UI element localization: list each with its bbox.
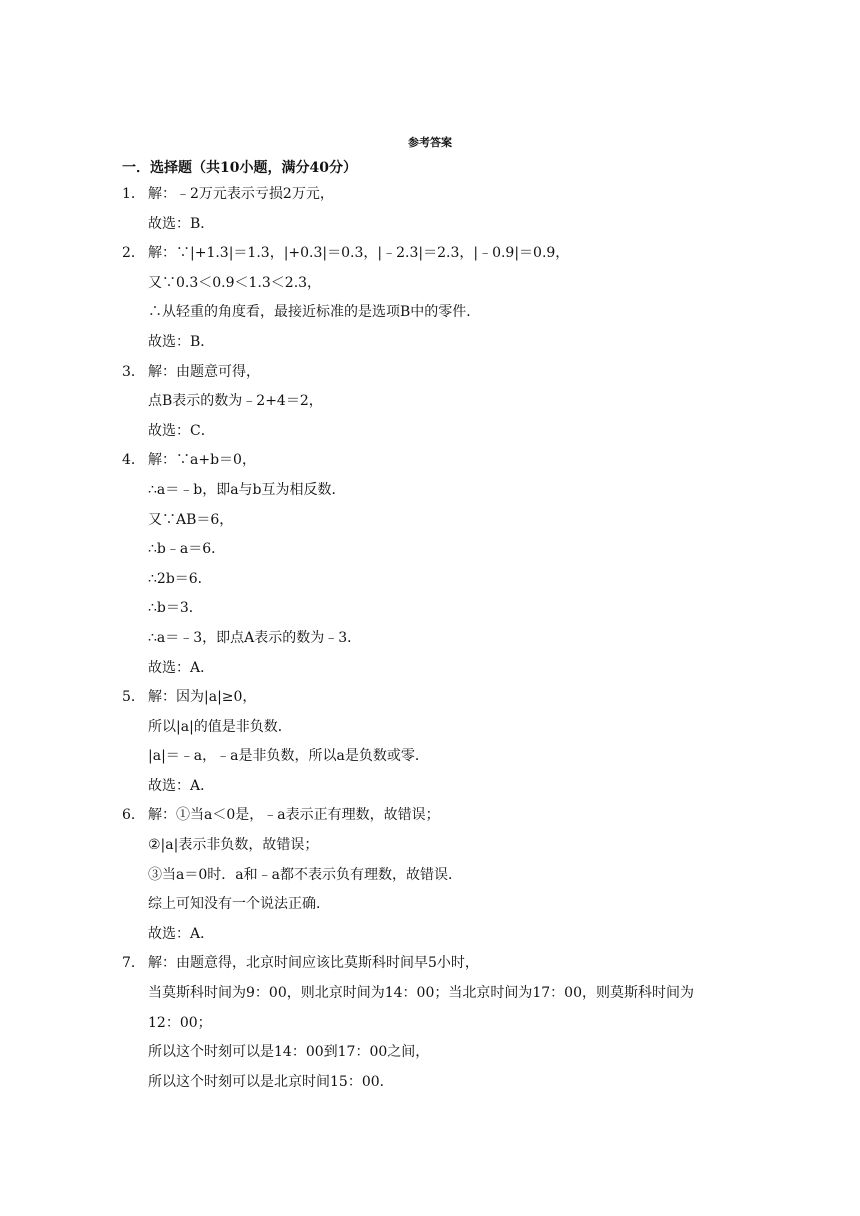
solution-line: 故选：B． (148, 333, 215, 350)
question-number: 5． (122, 689, 145, 706)
answer-list (122, 180, 742, 1097)
solution-line: 故选：A． (148, 925, 215, 942)
question-solution-text: 解：∵a+b＝0， (148, 452, 256, 469)
solution-line: ∴a＝﹣3，即点A表示的数为﹣3． (148, 629, 362, 646)
solution-line: ∴b﹣a＝6． (148, 541, 226, 558)
solution-line: 所以这个时刻可以是14：00到17：00之间， (148, 1044, 430, 1061)
question-answer (122, 683, 742, 801)
solution-line: 12：00； (148, 1014, 212, 1031)
solution-line: 点B表示的数为﹣2+4＝2， (148, 393, 323, 410)
solution-line: ∴从轻重的角度看，最接近标准的是选项B中的零件． (148, 304, 481, 321)
solution-line: 故选：A． (148, 659, 215, 676)
question-number: 2． (122, 245, 145, 262)
question-number: 6． (122, 807, 145, 824)
question-first-line (122, 446, 742, 476)
question-answer (122, 180, 742, 239)
question-number: 4． (122, 452, 145, 469)
question-first-line (122, 949, 742, 979)
solution-line: ∴a＝﹣b，即a与b互为相反数． (148, 481, 346, 498)
question-first-line (122, 358, 742, 388)
solution-line: 又∵AB＝6， (148, 511, 234, 528)
solution-line: 综上可知没有一个说法正确． (148, 896, 330, 913)
page-title: 参考答案 (408, 136, 452, 149)
question-solution-text: 解：由题意得，北京时间应该比莫斯科时间早5小时， (148, 955, 479, 972)
solution-line: 故选：A． (148, 777, 215, 794)
question-first-line (122, 801, 742, 831)
solution-line: 故选：C． (148, 422, 215, 439)
question-solution-text: 解：由题意可得， (148, 363, 260, 380)
question-number: 7． (122, 955, 145, 972)
question-answer (122, 949, 742, 1097)
solution-line: ∴b＝3． (148, 600, 203, 617)
question-number: 1． (122, 186, 145, 202)
solution-line: 当莫斯科时间为9：00，则北京时间为14：00；当北京时间为17：00，则莫斯科时间为 (148, 985, 694, 1002)
question-answer (122, 801, 742, 949)
solution-line: ②|a|表示非负数，故错误； (148, 837, 319, 854)
question-first-line (122, 180, 742, 210)
question-first-line (122, 683, 742, 713)
question-solution-text: 解：∵|+1.3|＝1.3，|+0.3|＝0.3，|﹣2.3|＝2.3，|﹣0.9|＝0.9， (148, 245, 570, 262)
solution-line: 故选：B． (148, 215, 215, 232)
question-solution-text: 解：①当a＜0是，﹣a表示正有理数，故错误； (148, 807, 440, 824)
question-answer (122, 358, 742, 447)
solution-line: ∴2b＝6． (148, 570, 212, 587)
question-first-line (122, 239, 742, 269)
question-answer (122, 446, 742, 683)
question-answer (122, 239, 742, 357)
question-solution-text: 解：因为|a|≥0， (148, 689, 257, 706)
solution-line: ③当a＝0时．a和﹣a都不表示负有理数，故错误． (148, 866, 462, 883)
question-solution-text: 解：﹣2万元表示亏损2万元， (148, 186, 334, 202)
solution-line: 又∵0.3＜0.9＜1.3＜2.3， (148, 274, 322, 291)
solution-line: 所以这个时刻可以是北京时间15：00． (148, 1073, 394, 1090)
solution-line: 所以|a|的值是非负数． (148, 718, 292, 735)
question-number: 3． (122, 363, 145, 380)
solution-line: |a|＝﹣a，﹣a是非负数，所以a是负数或零． (148, 748, 429, 765)
section-heading: 一．选择题（共10小题，满分40分） (122, 160, 357, 176)
